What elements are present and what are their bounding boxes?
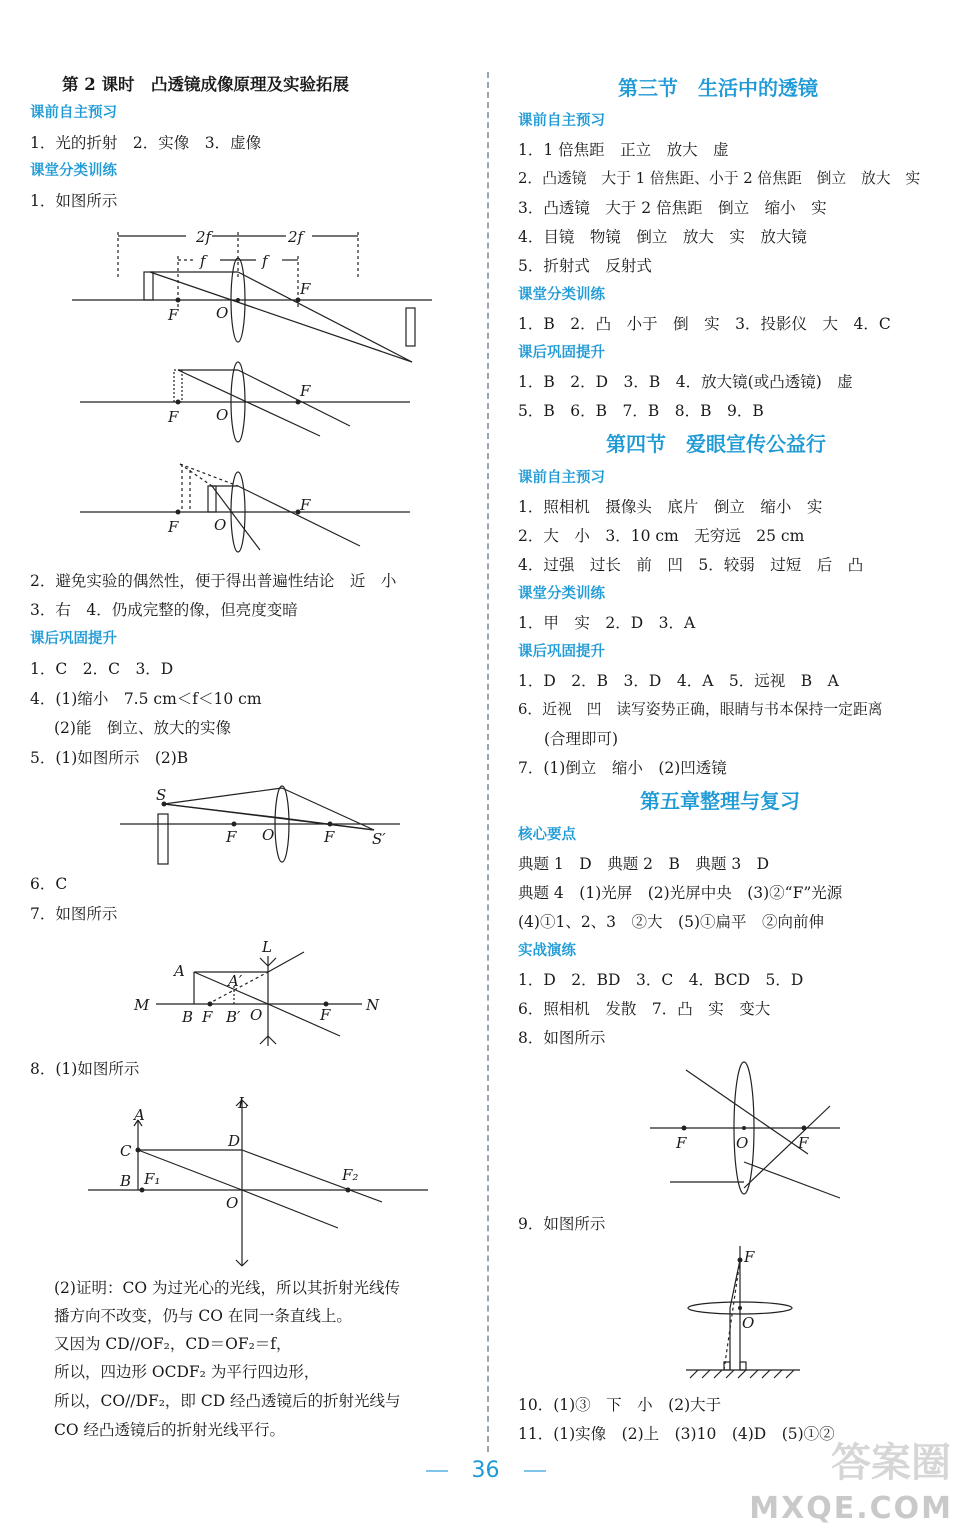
svg-text:F: F — [324, 828, 335, 846]
svg-text:F: F — [798, 1134, 809, 1152]
answer-line: 11．(1)实像 (2)上 (3)10 (4)D (5)①② — [518, 1425, 835, 1443]
section-label: 课前自主预习 — [518, 113, 605, 129]
svg-text:S: S — [156, 786, 167, 804]
answer-line: 2．避免实验的偶然性，便于得出普遍性结论 近 小 — [30, 572, 397, 590]
svg-text:F: F — [226, 828, 237, 846]
answer-line: 2．凸透镜 大于 1 倍焦距、小于 2 倍焦距 倒立 放大 实 — [518, 170, 921, 187]
section-title: 第五章整理与复习 — [640, 789, 800, 813]
answer-line: 1．B 2．D 3．B 4．放大镜(或凸透镜) 虚 — [518, 373, 853, 391]
svg-text:A′: A′ — [228, 972, 243, 990]
section-label: 实战演练 — [518, 943, 576, 959]
svg-text:D: D — [228, 1132, 241, 1150]
svg-text:O: O — [216, 406, 229, 424]
svg-text:2f: 2f — [288, 228, 304, 246]
section-label: 课堂分类训练 — [518, 586, 605, 602]
answer-line: 1．如图所示 — [30, 192, 118, 210]
section-label: 核心要点 — [518, 827, 576, 843]
section-label: 课后巩固提升 — [518, 644, 605, 660]
svg-text:F: F — [202, 1008, 213, 1026]
answer-line: 1．甲 实 2．D 3．A — [518, 614, 696, 632]
answer-line: (2)能 倒立、放大的实像 — [54, 719, 231, 737]
proof-line: 所以，CO//DF₂，即 CD 经凸透镜后的折射光线与 — [54, 1392, 401, 1410]
watermark-url: MXQE.COM — [749, 1491, 953, 1526]
section-label: 课堂分类训练 — [518, 287, 605, 303]
section-label: 课后巩固提升 — [30, 631, 117, 647]
svg-text:A: A — [134, 1106, 145, 1124]
svg-text:O: O — [742, 1314, 755, 1332]
watermark-logo: 答案圈 — [831, 1440, 951, 1486]
lens-diagram-1 — [60, 220, 440, 560]
answer-line: 1．D 2．BD 3．C 4．BCD 5．D — [518, 971, 804, 989]
answer-line: 3．凸透镜 大于 2 倍焦距 倒立 缩小 实 — [518, 199, 827, 217]
svg-text:F: F — [300, 382, 311, 400]
answer-line: 6．照相机 发散 7．凸 实 变大 — [518, 1000, 771, 1018]
answer-line: 6．近视 凹 读写姿势正确，眼睛与书本保持一定距离 — [518, 701, 883, 718]
proof-line: 又因为 CD//OF₂，CD＝OF₂＝f， — [54, 1335, 292, 1353]
answer-line: 8．如图所示 — [518, 1029, 606, 1047]
svg-text:L: L — [262, 938, 272, 956]
svg-text:O: O — [216, 304, 229, 322]
svg-text:F: F — [300, 280, 311, 298]
svg-text:F: F — [300, 496, 311, 514]
lens-diagram-r8 — [640, 1058, 850, 1204]
svg-text:B: B — [120, 1172, 132, 1190]
answer-line: 4．目镜 物镜 倒立 放大 实 放大镜 — [518, 228, 807, 246]
svg-text:B: B — [182, 1008, 194, 1026]
svg-text:L: L — [238, 1094, 248, 1112]
svg-text:C: C — [120, 1142, 132, 1160]
lens-diagram-8 — [80, 1090, 440, 1270]
svg-text:F: F — [168, 518, 179, 536]
proof-line: CO 经凸透镜后的折射光线平行。 — [54, 1421, 285, 1439]
answer-line: 5．(1)如图所示 (2)B — [30, 749, 189, 767]
lesson-title: 第 2 课时 凸透镜成像原理及实验拓展 — [62, 75, 349, 94]
answer-line: 1．光的折射 2．实像 3．虚像 — [30, 134, 262, 152]
svg-text:f: f — [200, 252, 206, 270]
svg-text:S′: S′ — [372, 830, 386, 848]
answer-line: 9．如图所示 — [518, 1215, 606, 1233]
section-label: 课前自主预习 — [30, 105, 117, 121]
svg-text:O: O — [262, 826, 275, 844]
lens-diagram-r9 — [680, 1240, 810, 1390]
svg-text:A: A — [174, 962, 185, 980]
section-label: 课前自主预习 — [518, 470, 605, 486]
svg-text:F: F — [676, 1134, 687, 1152]
proof-line: 所以，四边形 OCDF₂ 为平行四边形， — [54, 1363, 320, 1381]
answer-line: 5．折射式 反射式 — [518, 257, 652, 275]
answer-line: 2．大 小 3．10 cm 无穷远 25 cm — [518, 527, 805, 545]
svg-text:2f: 2f — [196, 228, 212, 246]
svg-text:M: M — [134, 996, 150, 1014]
answer-line: 1．照相机 摄像头 底片 倒立 缩小 实 — [518, 498, 823, 516]
proof-line: 播方向不改变，仍与 CO 在同一条直线上。 — [54, 1307, 352, 1325]
lens-diagram-5 — [110, 780, 410, 870]
svg-text:F₁: F₁ — [144, 1170, 161, 1188]
answer-line: 6．C — [30, 875, 68, 893]
svg-text:O: O — [736, 1134, 749, 1152]
answer-line: 典题 4 (1)光屏 (2)光屏中央 (3)②“F”光源 — [518, 884, 843, 902]
svg-text:N: N — [366, 996, 380, 1014]
answer-line: 4．过强 过长 前 凹 5．较弱 过短 后 凸 — [518, 556, 864, 574]
section-label: 课后巩固提升 — [518, 345, 605, 361]
svg-text:f: f — [262, 252, 268, 270]
svg-text:F: F — [168, 306, 179, 324]
section-title: 第三节 生活中的透镜 — [618, 76, 818, 100]
answer-line: (合理即可) — [544, 730, 619, 748]
answer-line: 7．(1)倒立 缩小 (2)凹透镜 — [518, 759, 727, 777]
answer-line: (4)①1、2、3 ②大 (5)①扁平 ②向前伸 — [518, 913, 824, 931]
answer-line: 1．1 倍焦距 正立 放大 虚 — [518, 141, 729, 159]
answer-line: 5．B 6．B 7．B 8．B 9．B — [518, 402, 764, 420]
answer-line: 1．B 2．凸 小于 倒 实 3．投影仪 大 4．C — [518, 315, 891, 333]
svg-text:F: F — [320, 1006, 331, 1024]
answer-line: 10．(1)③ 下 小 (2)大于 — [518, 1396, 722, 1414]
svg-text:O: O — [226, 1194, 239, 1212]
answer-line: 4．(1)缩小 7.5 cm＜f＜10 cm — [30, 690, 262, 708]
svg-text:F₂: F₂ — [342, 1166, 359, 1184]
answer-line: 1．D 2．B 3．D 4．A 5．远视 B A — [518, 672, 839, 690]
section-label: 课堂分类训练 — [30, 163, 117, 179]
page-number: 36 — [0, 1458, 971, 1483]
section-title: 第四节 爱眼宣传公益行 — [606, 432, 826, 456]
answer-line: 1．C 2．C 3．D — [30, 660, 174, 678]
answer-line: 8．(1)如图所示 — [30, 1060, 140, 1078]
answer-line: 3．右 4．仍成完整的像，但亮度变暗 — [30, 601, 298, 619]
answer-line: 7．如图所示 — [30, 905, 118, 923]
proof-line: (2)证明：CO 为过光心的光线，所以其折射光线传 — [54, 1279, 400, 1297]
svg-text:B′: B′ — [226, 1008, 241, 1026]
lens-diagram-7 — [130, 936, 390, 1056]
answer-line: 典题 1 D 典题 2 B 典题 3 D — [518, 855, 770, 873]
svg-text:O: O — [214, 516, 227, 534]
svg-text:O: O — [250, 1006, 263, 1024]
svg-text:F: F — [168, 408, 179, 426]
column-divider — [487, 72, 489, 1452]
svg-text:F: F — [744, 1248, 755, 1266]
